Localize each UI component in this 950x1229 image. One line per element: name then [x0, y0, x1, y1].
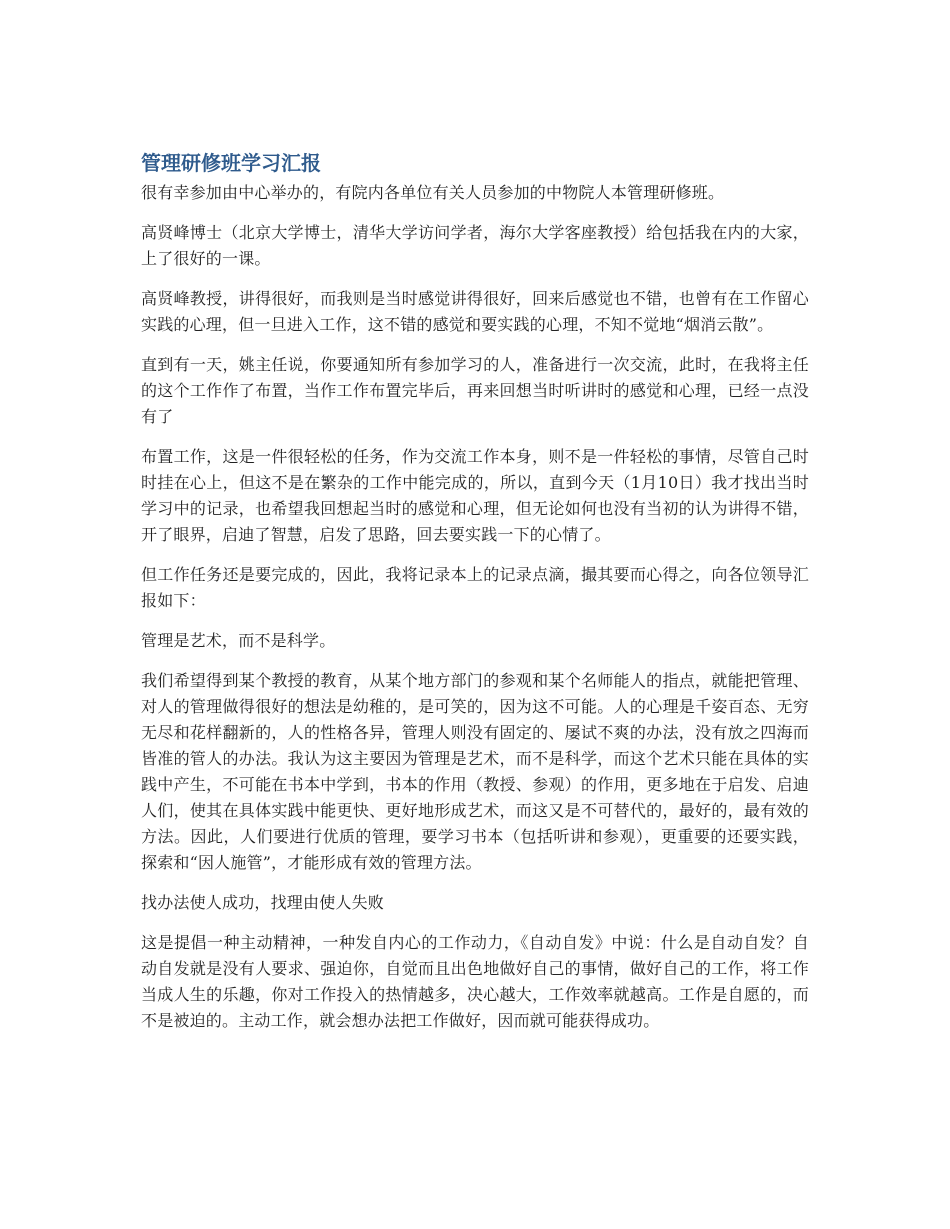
paragraph-arrangement: 布置工作，这是一件很轻松的任务，作为交流工作本身，则不是一件轻松的事情，尽管自己时时挂在心上，但这不是在繁杂的工作中能完成的，所以，直到今天（1月10日）我才找出当时学习中的记录，也希望我回想起当时的感觉和心理，但无论如何也没有当初的认为讲得不错，开了眼界，启迪了智慧，启发了思路，回去要实践一下的心情了。	[141, 447, 809, 544]
document-page	[141, 148, 809, 1048]
document-title: 管理研修班学习汇报	[141, 151, 321, 175]
paragraph-notice: 直到有一天，姚主任说，你要通知所有参加学习的人，准备进行一次交流，此时，在我将主任的这个工作作了布置，当作工作布置完毕后，再来回想当时听讲时的感觉和心理，已经一点没有了	[141, 355, 809, 426]
section-heading-success: 找办法使人成功，找理由使人失败	[141, 893, 385, 912]
paragraph-lecturer: 高贤峰博士（北京大学博士，清华大学访问学者，海尔大学客座教授）给包括我在内的大家，上了很好的一课。	[141, 223, 809, 268]
paragraph-success-body: 这是提倡一种主动精神，一种发自内心的工作动力，《自动自发》中说：什么是自动自发？自动自发就是没有人要求、强迫你，自觉而且出色地做好自己的事情，做好自己的工作，将工作当成人生的乐趣，你对工作投入的热情越多，决心越大，工作效率就越高。工作是自愿的，而不是被迫的。主动工作，就会想办法把工作做好，因而就可能获得成功。	[141, 933, 809, 1030]
paragraph-intro: 很有幸参加由中心举办的，有院内各单位有关人员参加的中物院人本管理研修班。	[141, 183, 725, 202]
section-heading-art: 管理是艺术，而不是科学。	[141, 631, 336, 650]
paragraph-report-intro: 但工作任务还是要完成的，因此，我将记录本上的记录点滴，撮其要而心得之，向各位领导汇报如下：	[141, 565, 809, 610]
paragraph-art-body: 我们希望得到某个教授的教育，从某个地方部门的参观和某个名师能人的指点，就能把管理、对人的管理做得很好的想法是幼稚的，是可笑的，因为这不可能。人的心理是千姿百态、无穷无尽和花样翻新的，人的性格各异，管理人则没有固定的、屡试不爽的办法，没有放之四海而皆准的管人的办法。我认为这主要因为管理是艺术，而不是科学，而这个艺术只能在具体的实践中产生，不可能在书本中学到，书本的作用（教授、参观）的作用，更多地在于启发、启迪人们，使其在具体实践中能更快、更好地形成艺术，而这又是不可替代的，最好的，最有效的方法。因此，人们要进行优质的管理，要学习书本（包括听讲和参观），更重要的还要实践，探索和“因人施管”，才能形成有效的管理方法。	[141, 671, 809, 872]
paragraph-impression: 高贤峰教授，讲得很好，而我则是当时感觉讲得很好，回来后感觉也不错，也曾有在工作留心实践的心理，但一旦进入工作，这不错的感觉和要实践的心理，不知不觉地“烟消云散”。	[141, 289, 809, 334]
